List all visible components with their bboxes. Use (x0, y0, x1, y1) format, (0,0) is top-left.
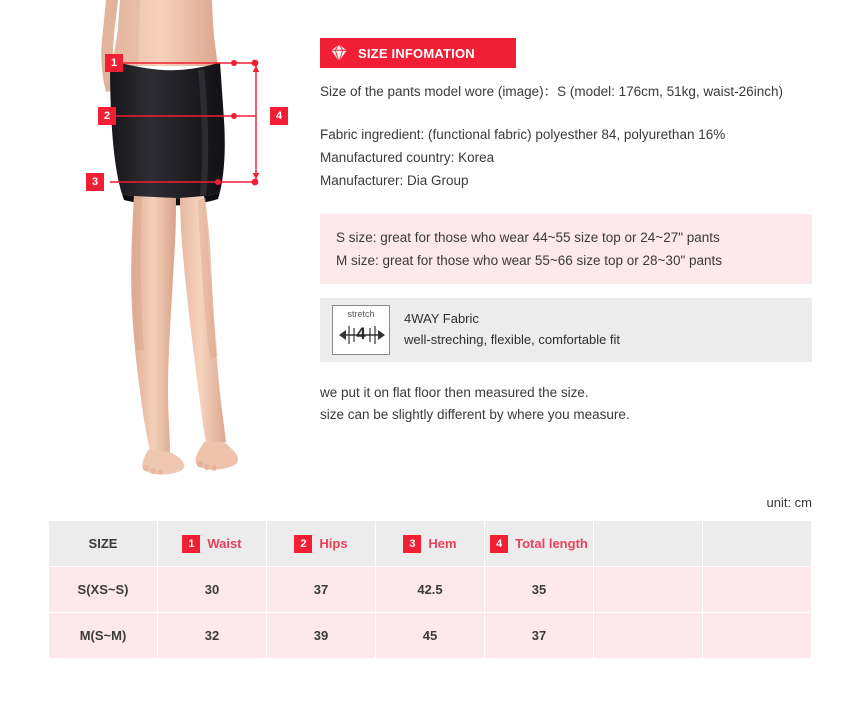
th-hips (267, 521, 376, 567)
recommend-s: S size: great for those who wear 44~55 size top or 24~27" pants (336, 229, 720, 245)
row-label-m (49, 613, 158, 659)
model-image-area (48, 0, 320, 490)
th-hem-label: Hem (428, 536, 457, 551)
product-details (320, 125, 812, 192)
cell-m-total-length (485, 613, 594, 659)
th-size-label: SIZE (88, 536, 118, 551)
cell-m-hem-value: 45 (422, 628, 438, 643)
th-hips-badge: 2 (294, 535, 312, 553)
manufactured-country: Manufactured country: Korea (320, 149, 495, 165)
size-information-header (320, 38, 516, 68)
unit-label: unit: cm (766, 495, 812, 510)
cell-s-total-length-value: 35 (531, 582, 547, 597)
cell-s-hem (376, 567, 485, 613)
cell-m-hips (267, 613, 376, 659)
cell-m-waist-value: 32 (204, 628, 220, 643)
th-empty-1 (594, 521, 703, 567)
cell-m-empty-2 (703, 613, 812, 659)
stretch-badge-label: stretch (347, 309, 375, 320)
measure-marker-3: 3 (86, 173, 104, 191)
cell-m-hips-value: 39 (313, 628, 329, 643)
table-header-row (49, 521, 812, 567)
cell-s-hem-value: 42.5 (417, 582, 443, 597)
note-line-2: size can be slightly different by where you measure. (320, 407, 630, 423)
row-m-size: M(S~M) (79, 628, 127, 643)
th-empty-2 (703, 521, 812, 567)
th-total-length-label: Total length (515, 536, 588, 551)
recommend-m: M size: great for those who wear 55~66 size top or 28~30" pants (336, 252, 723, 268)
cell-s-total-length (485, 567, 594, 613)
stretch-fabric-box (320, 298, 812, 362)
measure-marker-1: 1 (105, 54, 123, 72)
measure-marker-2: 2 (98, 107, 116, 125)
th-hips-label: Hips (319, 536, 348, 551)
size-chart-table (48, 520, 812, 659)
th-waist-label: Waist (207, 536, 242, 551)
table-row (49, 613, 812, 659)
cell-m-empty-1 (594, 613, 703, 659)
model-size-note: Size of the pants model wore (image)：S (model: 176cm, 51kg, waist-26inch) (320, 84, 783, 99)
stretch-desc: well-streching, flexible, comfortable fit (404, 332, 621, 348)
info-column (320, 38, 812, 427)
note-line-1: we put it on flat floor then measured the size. (320, 385, 589, 401)
cell-m-total-length-value: 37 (531, 628, 547, 643)
cell-s-hips-value: 37 (313, 582, 329, 597)
stretch-4way-icon (332, 305, 390, 355)
stretch-text (404, 309, 620, 351)
cell-s-empty-1 (594, 567, 703, 613)
cell-s-empty-2 (703, 567, 812, 613)
manufacturer: Manufacturer: Dia Group (320, 172, 469, 188)
table-row (49, 567, 812, 613)
th-hem (376, 521, 485, 567)
size-information-title: SIZE INFOMATION (358, 45, 475, 61)
th-hem-badge: 3 (403, 535, 421, 553)
cell-s-waist-value: 30 (204, 582, 220, 597)
measurement-notes (320, 382, 812, 427)
row-s-size: S(XS~S) (77, 582, 129, 597)
th-size (49, 521, 158, 567)
cell-s-waist (158, 567, 267, 613)
stretch-title: 4WAY Fabric (404, 311, 479, 327)
stretch-badge-number: 4 (356, 324, 366, 344)
cell-m-hem (376, 613, 485, 659)
measure-marker-4: 4 (270, 107, 288, 125)
th-waist (158, 521, 267, 567)
diamond-icon (328, 42, 350, 64)
th-waist-badge: 1 (182, 535, 200, 553)
model-photo (48, 0, 320, 490)
th-total-length (485, 521, 594, 567)
size-recommendation-box (320, 214, 812, 284)
fabric-ingredient: Fabric ingredient: (functional fabric) polyesther 84, polyurethan 16% (320, 126, 726, 142)
row-label-s (49, 567, 158, 613)
cell-m-waist (158, 613, 267, 659)
th-total-length-badge: 4 (490, 535, 508, 553)
cell-s-hips (267, 567, 376, 613)
